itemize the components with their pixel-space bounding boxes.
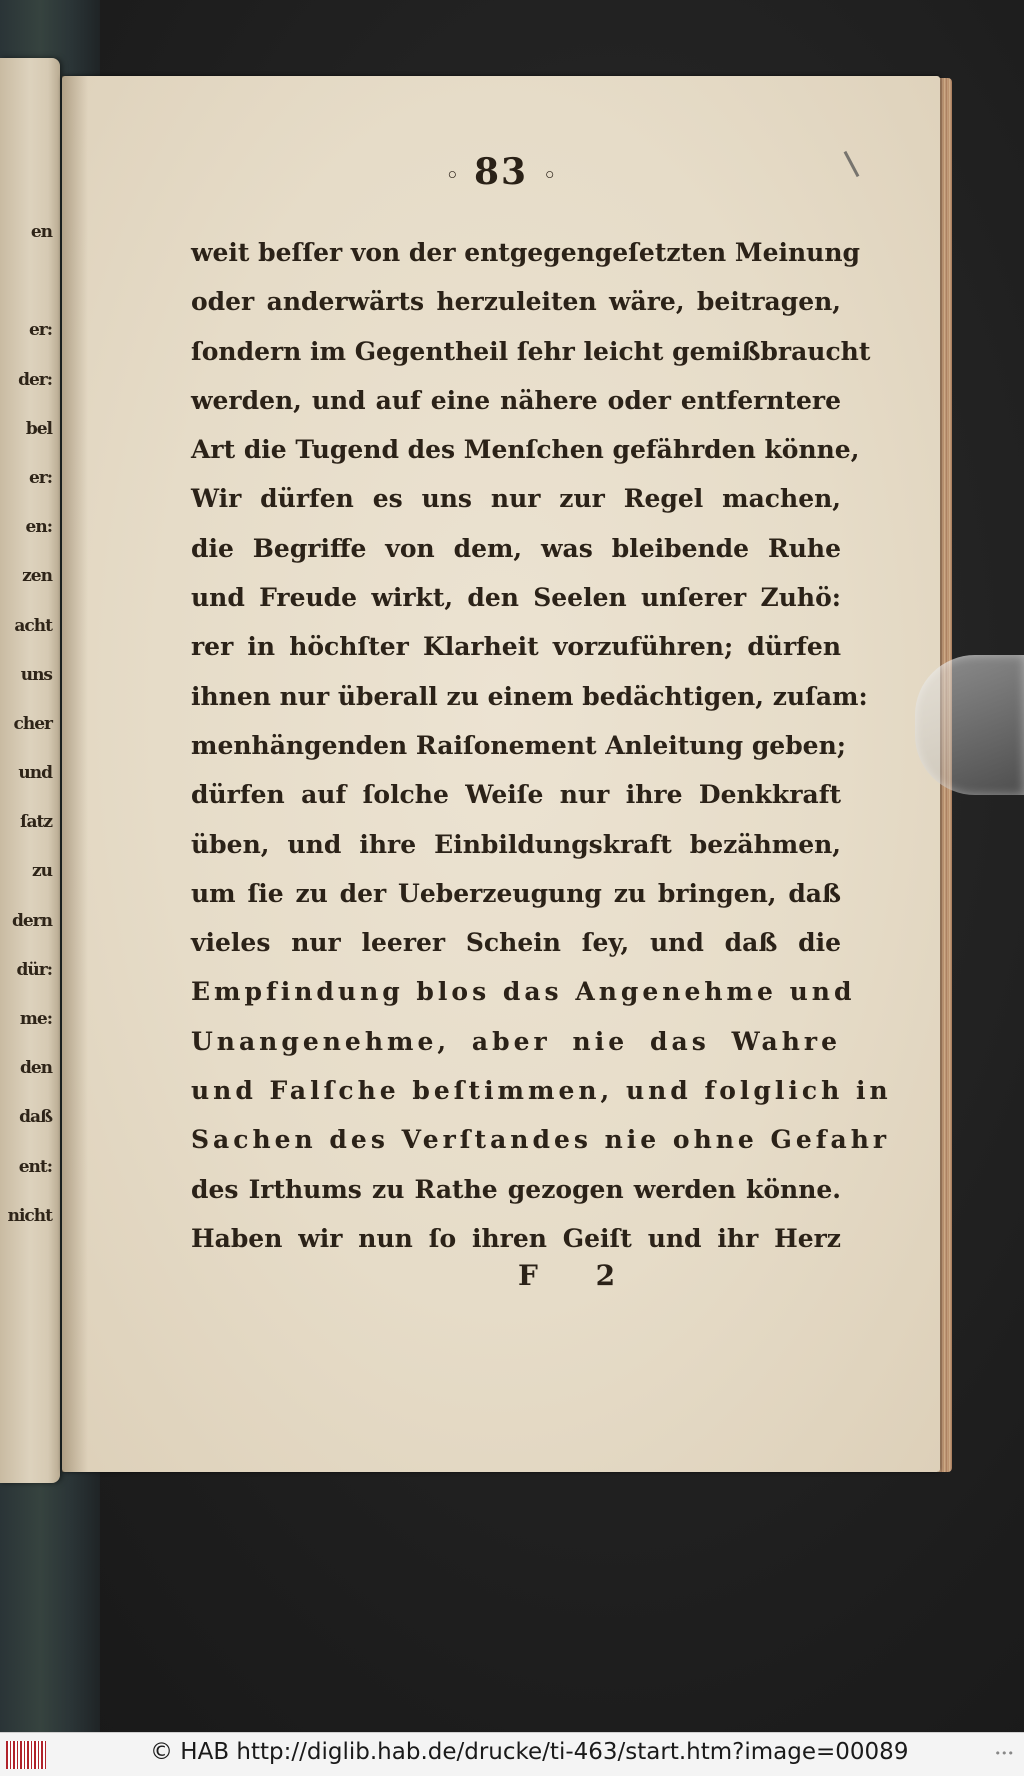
- left-page-fragment: acht: [14, 615, 52, 636]
- left-page-fragment: den: [19, 1058, 52, 1079]
- text-line: üben, und ihre Einbildungskraft bezähmen,: [191, 829, 841, 859]
- left-page-fragment: er:: [28, 320, 52, 341]
- left-page-fragment: ent:: [18, 1156, 52, 1177]
- left-page-fragment: zen: [22, 566, 52, 587]
- page-gutter-shadow: [62, 76, 88, 1472]
- footer-bar: [0, 1732, 1024, 1776]
- text-line: Sachen des Verſtandes nie ohne Gefahr: [191, 1125, 891, 1155]
- text-line: rer in höchſter Klarheit vorzuführen; dürfen: [191, 632, 841, 662]
- transparent-page-clip: [915, 655, 1024, 795]
- left-page-fragment: daß: [19, 1107, 52, 1128]
- text-line: um ſie zu der Ueberzeugung zu bringen, daß: [191, 878, 841, 908]
- left-page-fragment: bel: [25, 418, 52, 439]
- book-page: [62, 76, 940, 1472]
- text-line: des Irthums zu Rathe gezogen werden könne.: [191, 1174, 841, 1204]
- copyright-url-text: © HAB http://diglib.hab.de/drucke/ti-463/start.htm?image=00089: [150, 1739, 909, 1765]
- left-page-fragment: me:: [19, 1009, 52, 1029]
- left-page-fragment: [2, 257, 58, 306]
- left-page-fragment: der:: [18, 369, 52, 390]
- text-line: Unangenehme, aber nie das Wahre: [191, 1026, 841, 1056]
- left-page-fragment: er:: [28, 467, 52, 488]
- left-page-fragment: cher: [13, 713, 52, 734]
- left-page-fragment: dür:: [16, 959, 52, 980]
- text-line: vieles nur leerer Schein ſey, und daß die: [191, 928, 841, 958]
- text-line: die Begriffe von dem, was bleibende Ruhe: [191, 533, 841, 563]
- text-line: dürfen auf ſolche Weiſe nur ihre Denkkraft: [191, 780, 841, 810]
- hab-logo-icon: [6, 1741, 46, 1769]
- left-page-fragment: nicht: [7, 1205, 52, 1226]
- text-line: und Falſche beſtimmen, und folglich in: [191, 1076, 892, 1106]
- page-number: 83: [473, 151, 529, 193]
- ornament-right-icon: ◦: [542, 160, 557, 190]
- left-page-fragment: en: [30, 222, 52, 242]
- text-line: weit beſſer von der entgegengeſetzten Meinung: [191, 238, 860, 267]
- text-line: oder anderwärts herzuleiten wäre, beitragen,: [191, 287, 841, 317]
- ornament-left-icon: ◦: [445, 160, 460, 190]
- left-page-fragment: ſatz: [20, 812, 52, 833]
- text-line: Art die Tugend des Menſchen gefährden könne,: [191, 435, 860, 465]
- text-line: und Freude wirkt, den Seelen unſerer Zuhö:: [191, 583, 841, 613]
- text-line: Empfindung blos das Angenehme und: [191, 977, 856, 1007]
- left-page-fragment: zu: [31, 861, 52, 882]
- left-facing-page: [0, 58, 60, 1483]
- left-page-fragment: und: [18, 763, 52, 784]
- page-header: [62, 151, 940, 193]
- more-icon: •••: [994, 1747, 1014, 1760]
- text-line: Wir dürfen es uns nur zur Regel machen,: [191, 484, 841, 514]
- signature-mark: F 2: [518, 1259, 640, 1292]
- text-line: ihnen nur überall zu einem bedächtigen, zuſam:: [191, 681, 868, 711]
- left-page-fragment: dern: [11, 910, 52, 931]
- text-line: werden, und auf eine nähere oder entferntere: [191, 385, 841, 415]
- left-page-fragment: en:: [25, 517, 52, 538]
- body-text: [191, 228, 892, 1263]
- text-line: menhängenden Raiſonement Anleitung geben;: [191, 730, 846, 760]
- left-page-text: [2, 208, 58, 1241]
- text-line: Haben wir nun ſo ihren Geiſt und ihr Herz: [191, 1223, 841, 1253]
- left-page-fragment: uns: [20, 664, 52, 685]
- text-line: ſondern im Gegentheil ſehr leicht gemißbraucht: [191, 336, 871, 366]
